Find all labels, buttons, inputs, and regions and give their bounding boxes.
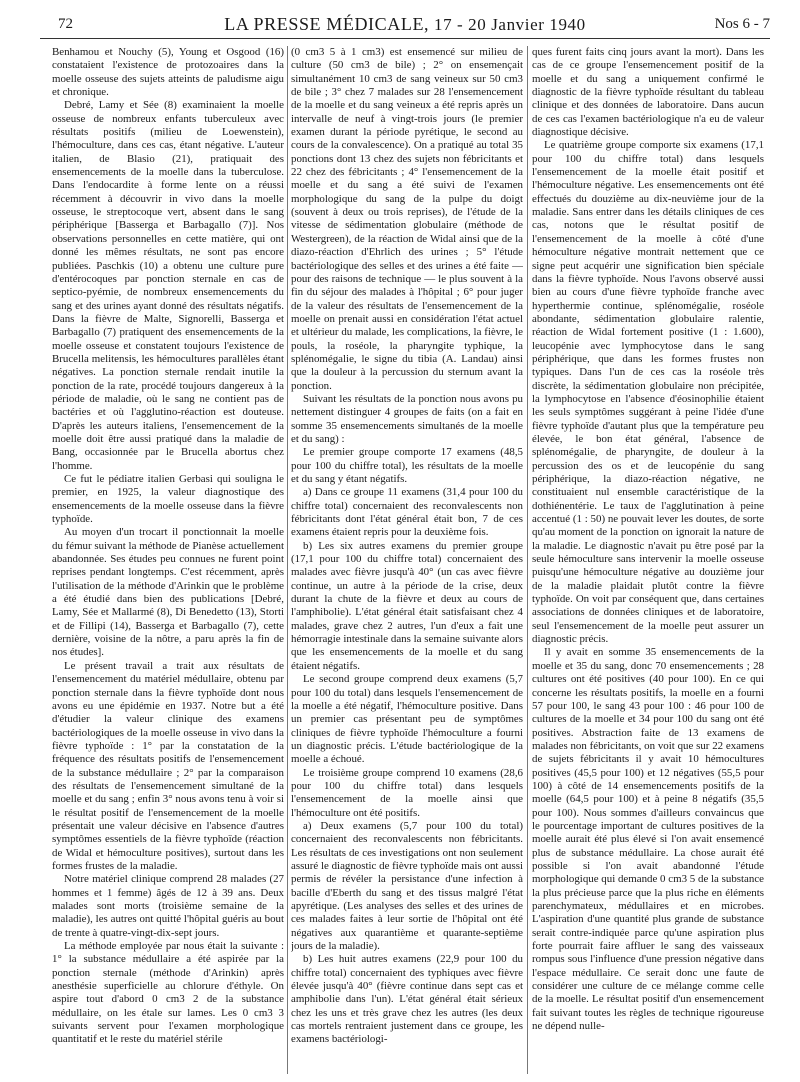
paragraph: Le quatrième groupe comporte six examens (17,1 pour 100 du chiffre total) dans lesquels l'ensemencement de la moelle était positif et l'hémoculture négative. Les ensemencements ont été effectués du douzième au dix-neuvième jour de la maladie. Sans entrer dans les détails cliniques de ces cas, notons que le résultat positif de l'ensemencement de la moelle à côté d'une hémoculture négative montrait nettement que ce signe peut acquérir une signification bien spéciale dans la fièvre typhoïde. Nous l'avons observé aussi bien au cours d'une fièvre typhoïde franche avec hyperthermie continue, splénomégalie, roséole abondante, sédimentation globulaire ralentie, réaction de Widal fortement positive (1 : 1.600), leucopénie avec lymphocytose dans le sang périphérique, que dans les formes frustes non typiques. Dans l'un de ces cas la roséole très discrète, la sédimentation globulaire non précipitée, la lymphocytose en l'absence d'éosinophilie étaient les seuls symptômes suggérant à peine l'idée d'une fièvre typhoïde d'autant plus que la température peu élevée, le bon état général, l'absence de splénomégalie, de pharyngite, de douleur à la percussion des os et de leucopénie du sang périphérique, la diazo-réaction négative, ne constituaient nul ensemble caractéristique de la dothiénentérie. Le taux de l'agglutination à peine accentué (1 : 50) ne pouvait lever les doutes, de sorte qu'au moment de la ponction on ignorait la nature de la maladie. Le diagnostic n'avait pu être posé par la seule hémoculture sans intervenir la moelle osseuse puisqu'une hémoculture négative au douzième jour de la maladie plaidait plutôt contre la fièvre typhoïde. On voit par conséquent que, dans certaines associations de données cliniques et de laboratoire, seul l'ensemencement de la moelle peut assurer un diagnostic précis.	[532, 139, 764, 646]
text-column-1	[52, 46, 284, 1074]
paragraph: a) Dans ce groupe 11 examens (31,4 pour 100 du chiffre total) concernaient des reconvalescents non fébricitants dont l'état général était bon, 7 de ces examens étaient repris pour la deuxième fois.	[291, 486, 523, 539]
issue-date: 17 - 20 Janvier 1940	[434, 15, 586, 34]
journal-masthead	[40, 14, 770, 35]
paragraph: La méthode employée par nous était la suivante : 1° la substance médullaire a été aspirée par la ponction sternale (méthode d'Arinkin) après anesthésie superficielle au chlorure d'éthyle. On aspire tout d'abord 0 cm3 2 de la substance médullaire, on les étale sur lames. Les 0 cm3 3 suivants servent pour l'examen morphologique quantitatif et le reste du matériel stérile	[52, 940, 284, 1046]
issue-number: Nos 6 - 7	[714, 16, 770, 32]
paragraph: Debré, Lamy et Sée (8) examinaient la moelle osseuse de nombreux enfants tuberculeux avec résultats positifs (milieu de Loewenstein), l'hémoculture, dans ces cas, étant négative. L'auteur italien, de Blasio (21), pratiquait des ensemencements de la moelle dans la tuberculose. Dans l'endocardite à forme lente on a réussi récemment à découvrir in vivo dans la moelle osseuse, le streptocoque vert, absent dans le sang périphérique [Basserga et Barbagallo (7)]. Nos observations personnelles en cette matière, qui ont donné les mêmes résultats, ne sont pas encore publiées. Paschkis (10) a obtenu une culture pure d'entérocoques par ponction sternale en cas de septico-pyémie, de nombreux ensemencements du sang et des urines ayant donné des résultats négatifs. Dans la fièvre de Malte, Signorelli, Basserga et Barbagallo (7) pratiquent des ensemencements de la moelle osseuse et constatent toujours l'existence de Brucella melitensis, les hémocultures parallèles étant négatives. La ponction sternale rendait inutile la ponction de la rate, procédé toujours dangereux à la période de maladie, où le sang ne contient pas de bactéries et où l'agglutino-réaction est douteuse. D'après les auteurs italiens, l'ensemencement de la moelle doit être aussi pratiqué dans la maladie de Bang, occasionnée par le Brucella abortus chez l'homme.	[52, 99, 284, 472]
paragraph: Il y avait en somme 35 ensemencements de la moelle et 35 du sang, donc 70 ensemencements ; 28 cultures ont été positives (40 pour 100). En ce qui concerne les résultats positifs, la moelle en a fourni 57 pour 100, le sang 43 pour 100 : 46 pour 100 de cultures de la moelle et 34 pour 100 du sang ont été positives. Abstraction faite de 13 examens de malades non fébricitants, on voit que sur 22 examens de sujets fébricitants il y avait 10 hémocultures positives (45,5 pour 100) et 12 négatives (55,5 pour 100) à côté de 14 ensemencements positifs de la moelle (64,5 pour 100) et à peine 8 négatifs (35,5 pour 100). Nous sommes d'ailleurs convaincus que le pourcentage important de cultures positives de la moelle aurait été plus élevé si l'on avait ensemencé plus de substance médullaire. La chose aurait été possible si l'on avait abandonné l'étude morphologique qui demande 0 cm3 5 de la substance la plus précieuse parce que la plus riche en éléments parenchymateux, médullaires et en microbes. L'aspiration d'une quantité plus grande de substance serait contre-indiquée parce qu'une aspiration plus forte pourrait faire affluer le sang des vaisseaux rompus sous l'influence d'une pression négative dans l'espace médullaire. Ce serait donc une faute de considérer une culture de ce mélange comme celle de la moelle. Le résultat positif d'un ensemencement fait suivant toutes les règles de technique rigoureuse ne dépend nulle-	[532, 646, 764, 1033]
paragraph: a) Deux examens (5,7 pour 100 du total) concernaient des reconvalescents non fébricitants. Les résultats de ces investigations ont non seulement assuré le diagnostic de fièvre typhoïde mais ont aussi permis de révéler la persistance d'une infection à bacille d'Eberth du sang et des tissus malgré l'état apyrétique. (Les analyses des selles et des urines de ces malades faites à leur sortie de l'hôpital ont été négatives aux quarantième et quarante-septième jours de la maladie).	[291, 819, 523, 953]
paragraph: Le second groupe comprend deux examens (5,7 pour 100 du total) dans lesquels l'ensemencement de la moelle a été négatif, l'hémoculture positive. Dans un premier cas présentant peu de symptômes cliniques de fièvre typhoïde l'hémoculture a fourni un diagnostic précis. L'étude bactériologique de la moelle a échoué.	[291, 673, 523, 766]
text-column-3	[532, 46, 764, 1074]
header-rule	[40, 38, 770, 39]
text-column-2	[291, 46, 523, 1074]
paragraph: Ce fut le pédiatre italien Gerbasi qui souligna le premier, en 1925, la valeur diagnostique des ensemencements de la moelle osseuse dans la fièvre typhoïde.	[52, 473, 284, 526]
journal-title: LA PRESSE MÉDICALE,	[224, 14, 430, 34]
paragraph: Notre matériel clinique comprend 28 malades (27 hommes et 1 femme) âgés de 12 à 39 ans. Deux malades sont morts (troisième semaine de la maladie), les autres ont quitté l'hôpital guéris au bout de trente à quatre-vingt-dix-sept jours.	[52, 873, 284, 939]
paragraph: (0 cm3 5 à 1 cm3) est ensemencé sur milieu de culture (50 cm3 de bile) ; 2° on ensemençait simultanément 10 cm3 de sang veineux sur 50 cm3 de bile ; 3° chez 7 malades sur 28 l'ensemencement de la moelle et du sang veineux a été repris après un intervalle de neuf à vingt-trois jours (le premier examen durant la période pyrétique, le second au cours de la convalescence). On a pratiqué au total 35 ponctions dont 13 chez des sujets non fébricitants et 22 chez des fébricitants ; 4° l'ensemencement de la moelle et du sang a été suivi de l'examen morphologique du sang de la pulpe du doigt (souvent à deux ou trois reprises), de l'étude de la vitesse de sédimentation globulaire (méthode de Westergreen), de la réaction de Widal ainsi que de la diazo-réaction d'Ehrlich des urines ; 5° l'étude bactériologique des selles et des urines a été faite — pour des raisons de technique — le plus souvent à la fin du séjour des malades à l'hôpital ; 6° pour juger de la valeur des résultats de l'ensemencement de la moelle on prenait aussi en considération l'état actuel et ultérieur du malade, les complications, la fièvre, le pouls, la roséole, la pharyngite typhique, la splénomégalie, le signe du tibia (A. Landau) ainsi que la douleur à la percussion du sternum avant la ponction.	[291, 46, 523, 392]
paragraph: Le troisième groupe comprend 10 examens (28,6 pour 100 du chiffre total) dans lesquels l'ensemencement de la moelle ainsi que l'hémoculture ont été positifs.	[291, 766, 523, 819]
paragraph: Benhamou et Nouchy (5), Young et Osgood (16) constataient l'existence de protozoaires dans la moelle osseuse des sujets atteints de paludisme aigu et chronique.	[52, 46, 284, 99]
page-number: 72	[58, 16, 73, 32]
column-divider	[287, 46, 288, 1074]
article-body	[52, 46, 774, 1076]
paragraph: b) Les six autres examens du premier groupe (17,1 pour 100 du chiffre total) concernaient des malades avec fièvre jusqu'à 40° (un cas avec fièvre continue, un autre à la période de la crise, deux durant la chute de la fièvre et deux au cours de l'amphibolie). L'état général était satisfaisant chez 4 malades, grave chez 2 autres, l'un d'eux a fait une hémorragie intestinale dans la semaine suivante alors que les ensemencements de la moelle et du sang étaient négatifs.	[291, 539, 523, 672]
paragraph: ques furent faits cinq jours avant la mort). Dans les cas de ce groupe l'ensemencement positif de la moelle et du sang a uniquement confirmé le diagnostic de la fièvre typhoïde résultant du tableau clinique et des données de laboratoire. Dans aucun de ces cas l'examen bactériologique n'a eu de valeur diagnostique décisive.	[532, 46, 764, 139]
paragraph: Le premier groupe comporte 17 examens (48,5 pour 100 du chiffre total), les résultats de la moelle et du sang y étant négatifs.	[291, 446, 523, 485]
page-header	[40, 12, 770, 40]
paragraph: Au moyen d'un trocart il ponctionnait la moelle du fémur suivant la méthode de Pianèse actuellement abandonnée. Ses études peu connues ne furent point reprises pendant longtemps. C'est récemment, après l'utilisation de la méthode d'Arinkin que le problème a été étudié dans bien des publications [Debré, Lamy, Sée et Mallarmé (8), Di Benedetto (13), Storti et de Fillipi (14), Basserga et Barbagallo (7), cette dernière, voisine de la nôtre, a paru après la fin de nos études].	[52, 526, 284, 659]
paragraph: Suivant les résultats de la ponction nous avons pu nettement distinguer 4 groupes de faits (on a fait en somme 35 ensemencements simultanés de la moelle et du sang) :	[291, 392, 523, 445]
column-divider	[527, 46, 528, 1074]
paragraph: b) Les huit autres examens (22,9 pour 100 du chiffre total) concernaient des typhiques avec fièvre élevée jusqu'à 40° (fièvre continue dans sept cas et amphibolie dans l'un). L'état général était sérieux chez les uns et très grave chez les autres (les deux cas mortels rentraient justement dans ce groupe, les examens bactériologi-	[291, 953, 523, 1046]
paragraph: Le présent travail a trait aux résultats de l'ensemencement du matériel médullaire, obtenu par ponction sternale dans la fièvre typhoïde dont nous avons eu une épidémie en 1937. Notre but a été d'étudier la valeur clinique des examens bactériologiques de la moelle osseuse in vivo dans la fièvre typhoïde : 1° par la constatation de la fréquence des résultats positifs de l'ensemencement de la substance médullaire ; 2° par la comparaison des résultats de l'ensemencement simultané de la moelle et du sang ; enfin 3° nous avons tenu à voir si le résultat positif de l'ensemencement de la moelle présentait une valeur décisive en l'absence d'autres symptômes essentiels de la fièvre typhoïde (réaction de Widal et hémoculture positives), surtout dans les formes frustes de la maladie.	[52, 659, 284, 872]
